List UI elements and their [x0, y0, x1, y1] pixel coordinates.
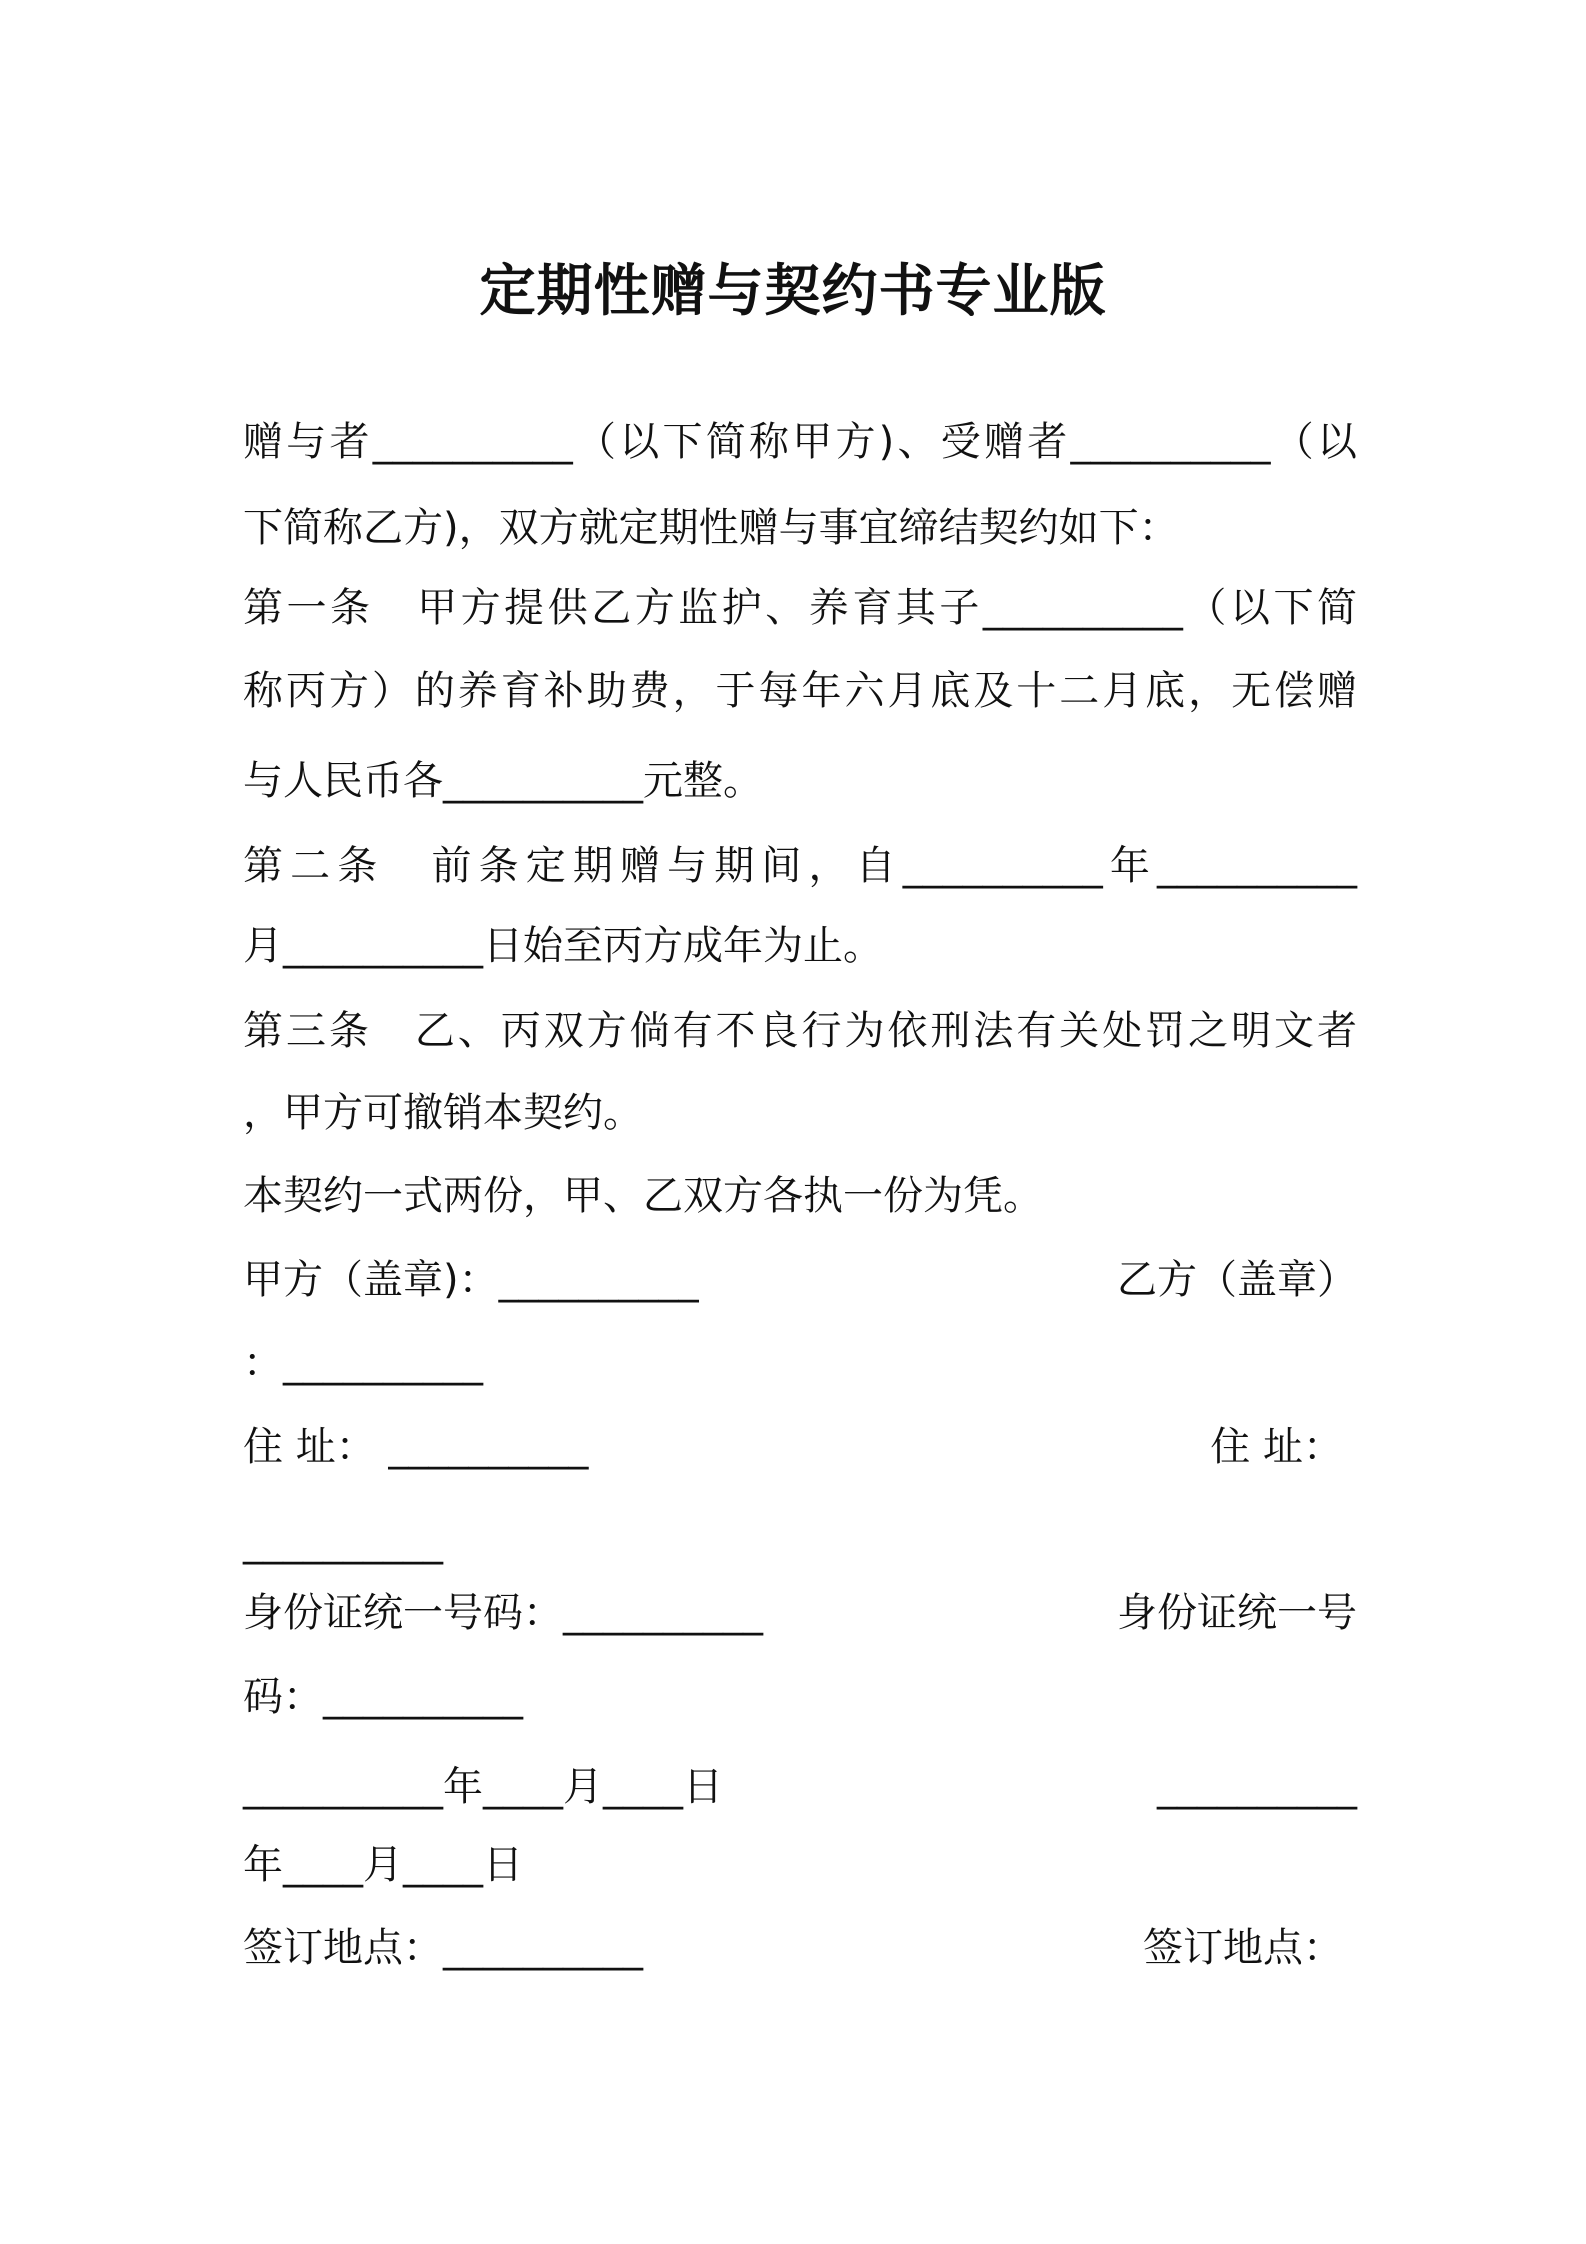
closing-line: 本契约一式两份，甲、乙双方各执一份为凭。 — [243, 1173, 1043, 1219]
id-number-a: 身份证统一号码：__________ — [243, 1590, 763, 1636]
article-1-line-1: 第一条 甲方提供乙方监护、养育其子__________（以下简 — [243, 585, 1357, 631]
document-title: 定期性赠与契约书专业版 — [479, 259, 1107, 324]
address-b-blank: __________ — [243, 1519, 443, 1565]
party-a-seal: 甲方（盖章)：__________ — [243, 1257, 699, 1303]
date-a: __________年____月____日 — [243, 1764, 723, 1810]
id-number-b: 身份证统一号 — [1117, 1590, 1357, 1636]
article-3-line-2: ，甲方可撤销本契约。 — [243, 1090, 643, 1136]
place-a: 签订地点：__________ — [243, 1925, 643, 1971]
address-a: 住 址： __________ — [243, 1424, 589, 1470]
place-b: 签订地点： — [1143, 1925, 1343, 1971]
party-b-seal: 乙方（盖章） — [1117, 1257, 1357, 1303]
intro-line-2: 下简称乙方)，双方就定期性赠与事宜缔结契约如下： — [243, 505, 1179, 551]
intro-line-1: 赠与者__________（以下简称甲方)、受赠者__________（以 — [243, 419, 1357, 465]
party-b-seal-blank: ：__________ — [243, 1340, 483, 1386]
article-2-line-1: 第二条 前条定期赠与期间，自__________年__________ — [243, 843, 1357, 889]
date-b-blank: __________ — [1157, 1764, 1357, 1810]
address-b: 住 址： — [1210, 1424, 1343, 1470]
article-2-line-2: 月__________日始至丙方成年为止。 — [243, 923, 883, 969]
date-b: 年____月____日 — [243, 1842, 523, 1888]
id-number-b-cont: 码：__________ — [243, 1674, 523, 1720]
article-3-line-1: 第三条 乙、丙双方倘有不良行为依刑法有关处罚之明文者 — [243, 1008, 1357, 1054]
article-1-line-3: 与人民币各__________元整。 — [243, 758, 763, 804]
article-1-line-2: 称丙方）的养育补助费，于每年六月底及十二月底，无偿赠 — [243, 668, 1357, 714]
